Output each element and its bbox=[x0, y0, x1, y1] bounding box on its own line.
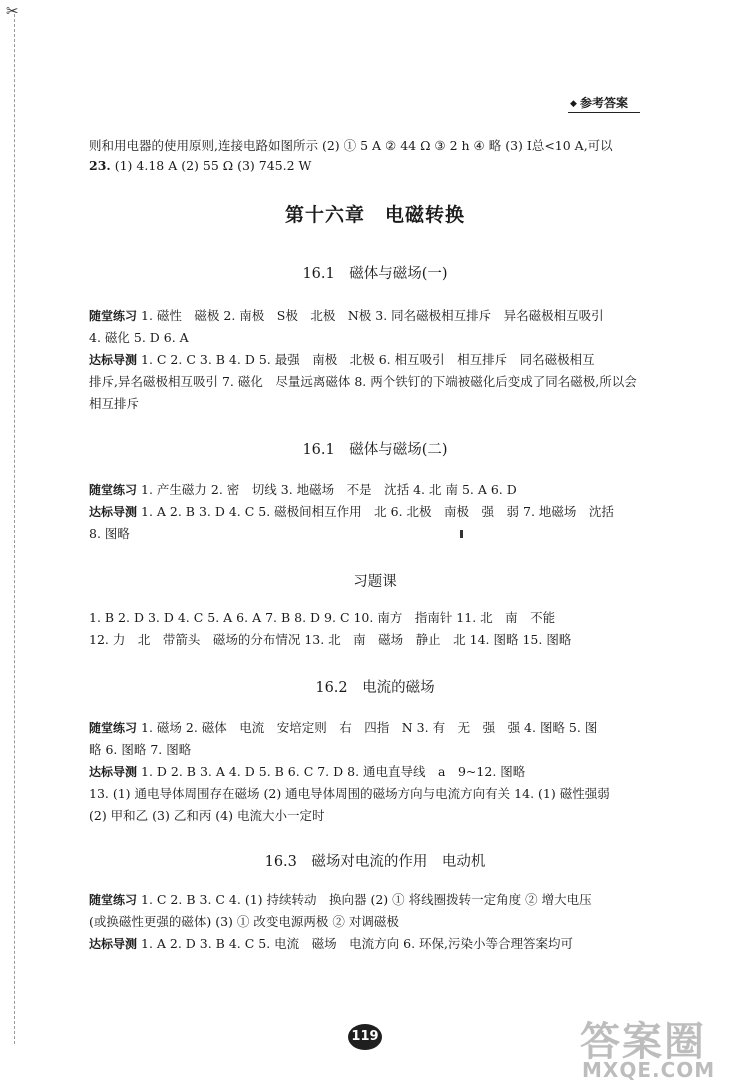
binding-cut-line bbox=[14, 14, 15, 1044]
section-title-16-1-a: 16.1 磁体与磁场(一) bbox=[302, 266, 448, 282]
s4-line-1-text: 1. 磁场 2. 磁体 电流 安培定则 右 四指 N 3. 有 无 强 强 4. 图略 5. 图 bbox=[137, 720, 598, 735]
section-title-exercise: 习题课 bbox=[353, 574, 397, 590]
s2-line-2-text: 1. A 2. B 3. D 4. C 5. 磁极间相互作用 北 6. 北极 南极 强 弱 7. 地磁场 沈括 bbox=[137, 504, 614, 519]
s2-line-2 bbox=[89, 504, 614, 520]
label-practice: 随堂练习 bbox=[89, 893, 138, 907]
header-rule bbox=[568, 112, 640, 113]
s1-line-1 bbox=[89, 308, 604, 324]
s2-line-1-text: 1. 产生磁力 2. 密 切线 3. 地磁场 不是 沈括 4. 北 南 5. A 6. D bbox=[137, 482, 517, 497]
s4-line-1 bbox=[89, 720, 597, 736]
label-test: 达标导测 bbox=[89, 937, 138, 951]
watermark-url: MXQE.COM bbox=[582, 1058, 716, 1082]
section-title-16-1-b: 16.1 磁体与磁场(二) bbox=[302, 442, 448, 458]
s5-line-3-text: 1. A 2. D 3. B 4. C 5. 电流 磁场 电流方向 6. 环保,污染小等合理答案均可 bbox=[137, 936, 574, 951]
s5-line-1-text: 1. C 2. B 3. C 4. (1) 持续转动 换向器 (2) ① 将线圈拨转一定角度 ② 增大电压 bbox=[137, 892, 592, 907]
s5-line-2: (或换磁性更强的磁体) (3) ① 改变电源两极 ② 对调磁极 bbox=[89, 914, 399, 929]
label-test: 达标导测 bbox=[89, 765, 138, 779]
s1-line-1-text: 1. 磁性 磁极 2. 南极 S极 北极 N极 3. 同名磁极相互排斥 异名磁极相互吸引 bbox=[137, 308, 604, 323]
s4-line-3-text: 1. D 2. B 3. A 4. D 5. B 6. C 7. D 8. 通电直导线 a 9~12. 图略 bbox=[137, 764, 526, 779]
s5-line-1 bbox=[89, 892, 592, 908]
s1-line-3-text: 1. C 2. C 3. B 4. D 5. 最强 南极 北极 6. 相互吸引 相互排斥 同名磁极相互 bbox=[137, 352, 595, 367]
s3-line-1: 1. B 2. D 3. D 4. C 5. A 6. A 7. B 8. D 9. C 10. 南方 指南针 11. 北 南 不能 bbox=[89, 610, 556, 625]
chapter-title: 第十六章 电磁转换 bbox=[284, 204, 465, 226]
watermark-logo bbox=[574, 1010, 744, 1084]
s1-line-2: 4. 磁化 5. D 6. A bbox=[89, 330, 189, 345]
watermark-text: 答案圈 bbox=[580, 1019, 706, 1065]
label-practice: 随堂练习 bbox=[89, 721, 138, 735]
top-line-2 bbox=[89, 158, 311, 173]
page-number: 119 bbox=[348, 1024, 382, 1050]
s1-line-4: 排斥,异名磁极相互吸引 7. 磁化 尽量远离磁体 8. 两个铁钉的下端被磁化后变成了同名磁极,所以会 bbox=[89, 374, 637, 389]
s2-line-1 bbox=[89, 482, 517, 498]
section-title-16-2: 16.2 电流的磁场 bbox=[315, 680, 435, 696]
top-line-1: 则和用电器的使用原则,连接电路如图所示 (2) ① 5 A ② 44 Ω ③ 2 h ④ 略 (3) I总<10 A,可以 bbox=[89, 138, 613, 153]
header-label: 参考答案 bbox=[580, 96, 629, 110]
label-test: 达标导测 bbox=[89, 505, 138, 519]
s4-line-4: 13. (1) 通电导体周围存在磁场 (2) 通电导体周围的磁场方向与电流方向有关 14. (1) 磁性强弱 bbox=[89, 786, 610, 801]
s1-line-5: 相互排斥 bbox=[89, 396, 140, 411]
s4-line-2: 略 6. 图略 7. 图略 bbox=[89, 742, 192, 757]
print-speck bbox=[460, 530, 463, 538]
s4-line-5: (2) 甲和乙 (3) 乙和丙 (4) 电流大小一定时 bbox=[89, 808, 325, 823]
scissors-icon: ✂ bbox=[6, 2, 19, 20]
s2-line-3: 8. 图略 bbox=[89, 526, 130, 541]
top-line-2-text: (1) 4.18 A (2) 55 Ω (3) 745.2 W bbox=[110, 158, 312, 173]
s5-line-3 bbox=[89, 936, 573, 952]
section-title-16-3: 16.3 磁场对电流的作用 电动机 bbox=[264, 854, 486, 870]
s1-line-3 bbox=[89, 352, 595, 368]
s3-line-2: 12. 力 北 带箭头 磁场的分布情况 13. 北 南 磁场 静止 北 14. 图略 15. 图略 bbox=[89, 632, 572, 647]
label-test: 达标导测 bbox=[89, 353, 138, 367]
label-practice: 随堂练习 bbox=[89, 483, 138, 497]
s4-line-3 bbox=[89, 764, 525, 780]
label-practice: 随堂练习 bbox=[89, 309, 138, 323]
question-number: 23. bbox=[89, 158, 111, 173]
header-marker-icon: ◆ bbox=[570, 99, 577, 109]
